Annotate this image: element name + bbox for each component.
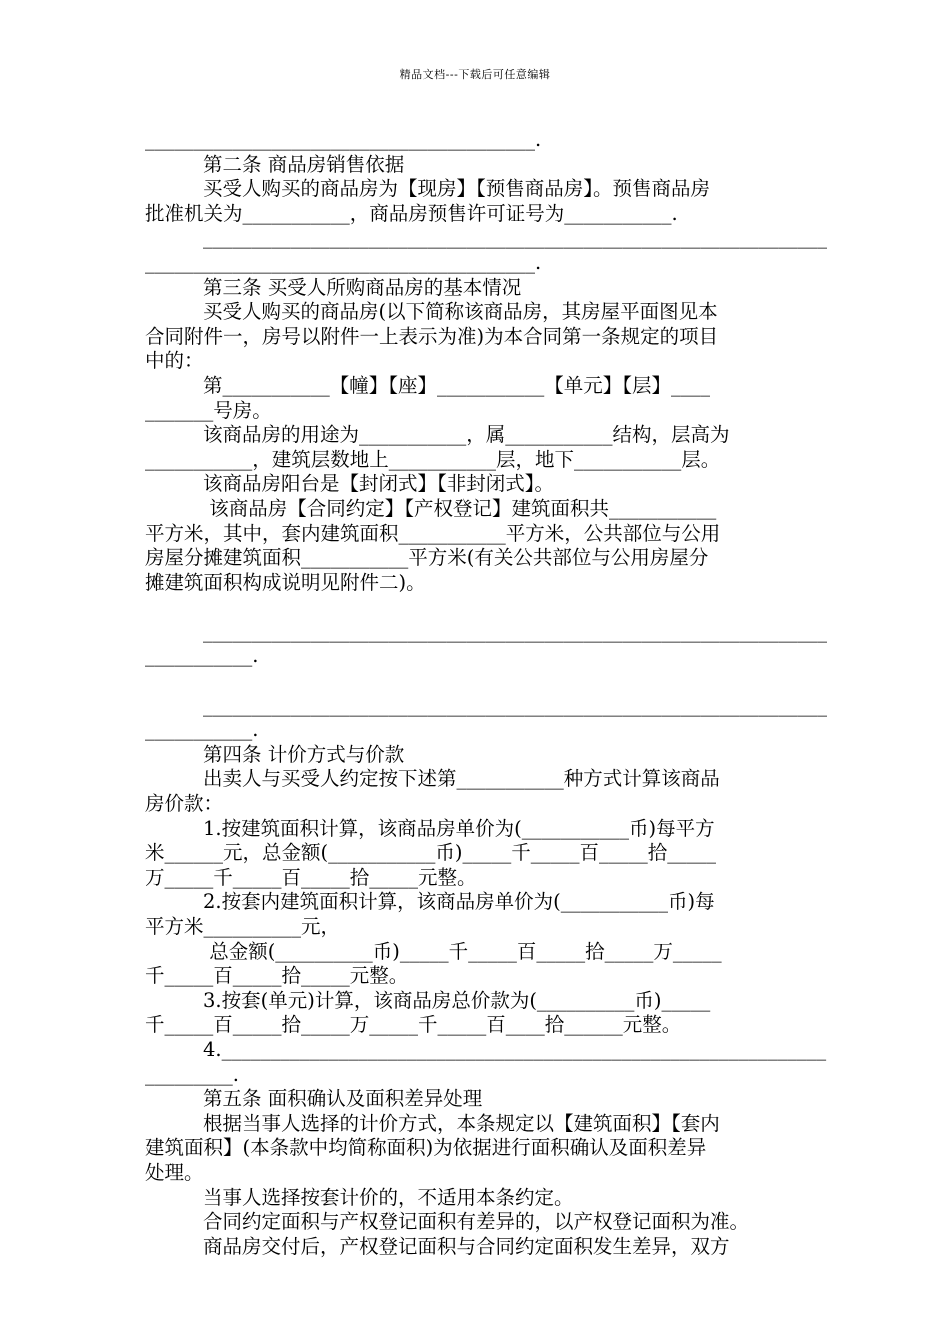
contract-line: 4.______________________________________________________________ (203, 1037, 827, 1061)
contract-line: 买受人购买的商品房为【现房】【预售商品房】。预售商品房 (203, 177, 711, 201)
contract-line: 当事人选择按套计价的，不适用本条约定。 (203, 1185, 574, 1209)
contract-line: 万_____千_____百_____拾_____元整。 (145, 865, 477, 889)
contract-line: 房价款： (145, 792, 224, 816)
contract-line: 房屋分摊建筑面积___________平方米(有关公共部位与公用房屋分 (145, 546, 709, 570)
contract-line: ________________________________________. (145, 128, 542, 151)
contract-line: 商品房交付后，产权登记面积与合同约定面积发生差异，双方 (203, 1234, 730, 1258)
contract-line: 第二条 商品房销售依据 (203, 152, 405, 176)
contract-line: 第___________【幢】【座】___________【单元】【层】____ (203, 373, 711, 397)
contract-line: ________________________________________________________________ (203, 226, 827, 250)
contract-line: 买受人购买的商品房(以下简称该商品房，其房屋平面图见本 (203, 300, 718, 324)
contract-line: ___________. (145, 644, 259, 668)
contract-line (145, 595, 810, 620)
contract-line: 第四条 计价方式与价款 (203, 742, 405, 766)
contract-body (145, 128, 827, 1259)
contract-line: 建筑面积】(本条款中均简称面积)为依据进行面积确认及面积差异 (145, 1136, 707, 1160)
contract-line: 平方米，其中，套内建筑面积___________平方米，公共部位与公用 (145, 521, 721, 545)
contract-line: ________________________________________________________________ (203, 693, 827, 717)
contract-line: 合同约定面积与产权登记面积有差异的，以产权登记面积为准。 (203, 1210, 750, 1234)
contract-line: ___________. (145, 718, 259, 742)
contract-line: 米______元，总金额(___________币)_____千_____百_____拾_____ (145, 841, 716, 865)
contract-line: 平方米__________元， (145, 915, 341, 938)
contract-line: 合同附件一，房号以附件一上表示为准)为本合同第一条规定的项目 (145, 324, 719, 348)
contract-line: 该商品房的用途为___________，属___________结构，层高为 (203, 423, 730, 447)
contract-line: 3.按套(单元)计算，该商品房总价款为(__________币)_____ (203, 988, 711, 1012)
contract-line: 中的： (145, 349, 204, 373)
contract-line: ________________________________________________________________ (203, 619, 827, 643)
contract-line: 该商品房阳台是【封闭式】【非封闭式】。 (203, 472, 555, 496)
contract-line: 摊建筑面积构成说明见附件二)。 (145, 570, 426, 594)
contract-line: _________. (145, 1062, 239, 1086)
contract-line: 总金额(__________币)_____千_____百_____拾_____万_____ (203, 939, 722, 963)
contract-line: _______号房。 (145, 398, 272, 422)
page-header: 精品文档---下载后可任意编辑 (399, 68, 551, 81)
contract-line: 千_____百_____拾_____元整。 (145, 964, 409, 988)
contract-line: ___________，建筑层数地上___________层，地下___________层。 (145, 447, 721, 471)
contract-line: 批准机关为___________，商品房预售许可证号为___________. (145, 201, 678, 225)
contract-line: 处理。 (145, 1160, 204, 1184)
contract-line: 出卖人与买受人约定按下述第___________种方式计算该商品 (203, 767, 720, 791)
contract-line: 2.按套内建筑面积计算，该商品房单价为(___________币)每 (203, 890, 715, 914)
contract-line: 1.按建筑面积计算，该商品房单价为(___________币)每平方 (203, 816, 715, 840)
contract-line: 该商品房【合同约定】【产权登记】建筑面积共___________ (203, 496, 717, 520)
contract-line (145, 669, 810, 694)
contract-line: ________________________________________. (145, 250, 542, 274)
contract-line: 第五条 面积确认及面积差异处理 (203, 1087, 483, 1111)
contract-line: 第三条 买受人所购商品房的基本情况 (203, 275, 522, 299)
contract-line: 千_____百_____拾_____万_____千_____百____拾______元整。 (145, 1013, 682, 1037)
contract-line: 根据当事人选择的计价方式，本条规定以【建筑面积】【套内 (203, 1111, 720, 1135)
